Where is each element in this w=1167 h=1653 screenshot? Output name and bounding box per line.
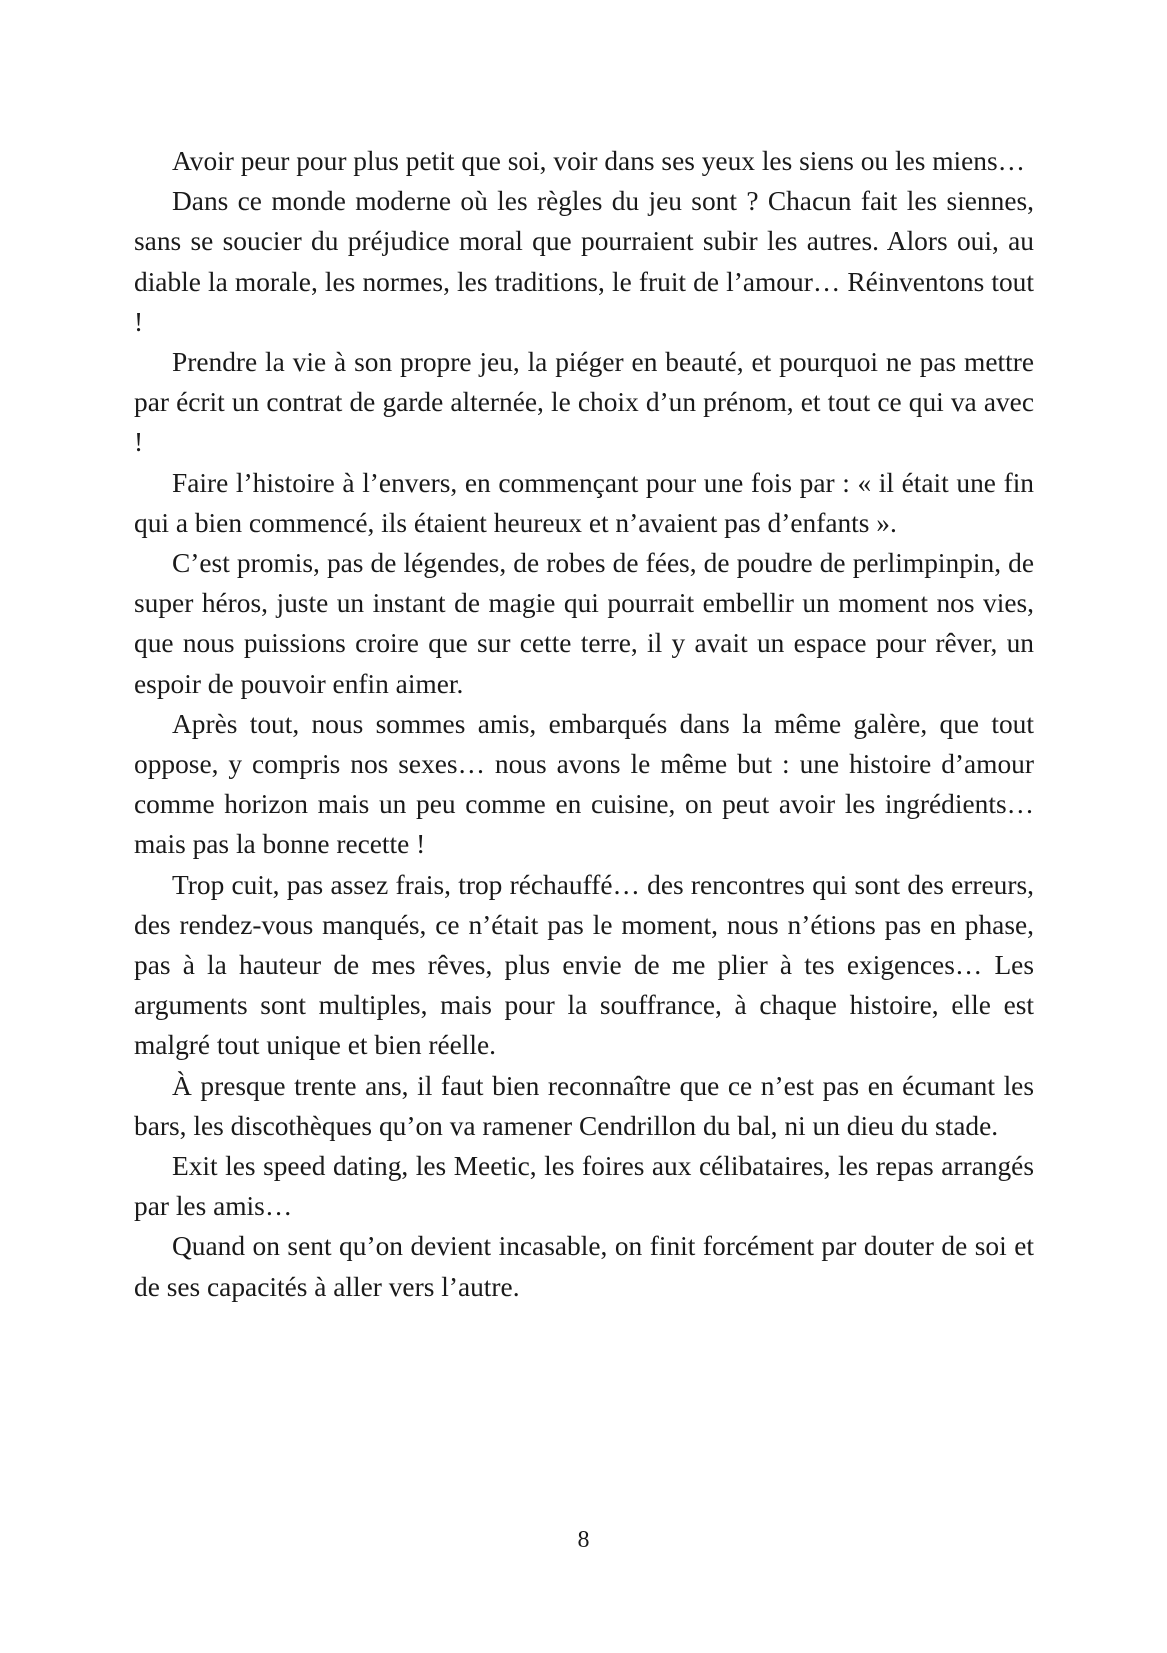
page-number: 8	[577, 1527, 590, 1553]
paragraph: Trop cuit, pas assez frais, trop réchauffé… des rencontres qui sont des erreurs, des rendez-vous manqués, ce n’était pas le moment, nous n’étions pas en phase, pas à la hauteur de mes rêves, plus envie de me plier à tes exigences… Les arguments sont multiples, mais pour la souffrance, à chaque histoire, elle est malgré tout unique et bien réelle.	[134, 869, 1034, 1061]
paragraph: Prendre la vie à son propre jeu, la piéger en beauté, et pourquoi ne pas mettre par écrit un contrat de garde alternée, le choix d’un prénom, et tout ce qui va avec !	[134, 347, 1034, 458]
page-body	[134, 141, 1034, 1307]
paragraph: Exit les speed dating, les Meetic, les foires aux célibataires, les repas arrangés par les amis…	[134, 1151, 1034, 1222]
paragraph: Après tout, nous sommes amis, embarqués dans la même galère, que tout oppose, y compris nos sexes… nous avons le même but : une histoire d’amour comme horizon mais un peu comme en cuisine, on peut avoir les ingrédients… mais pas la bonne recette !	[134, 708, 1034, 860]
paragraph: Faire l’histoire à l’envers, en commençant pour une fois par : « il était une fin qui a bien commencé, ils étaient heureux et n’avaient pas d’enfants ».	[134, 467, 1034, 538]
paragraph: À presque trente ans, il faut bien reconnaître que ce n’est pas en écumant les bars, les discothèques qu’on va ramener Cendrillon du bal, ni un dieu du stade.	[134, 1070, 1034, 1141]
paragraph: Quand on sent qu’on devient incasable, on finit forcément par douter de soi et de ses capacités à aller vers l’autre.	[134, 1231, 1034, 1302]
paragraph: Avoir peur pour plus petit que soi, voir dans ses yeux les siens ou les miens…	[172, 146, 1026, 176]
paragraph: Dans ce monde moderne où les règles du jeu sont ? Chacun fait les siennes, sans se soucier du préjudice moral que pourraient subir les autres. Alors oui, au diable la morale, les normes, les traditions, le fruit de l’amour… Réinventons tout !	[134, 186, 1034, 337]
paragraph: C’est promis, pas de légendes, de robes de fées, de poudre de perlimpinpin, de super héros, juste un instant de magie qui pourrait embellir un moment nos vies, que nous puissions croire que sur cette terre, il y avait un espace pour rêver, un espoir de pouvoir enfin aimer.	[134, 548, 1034, 699]
